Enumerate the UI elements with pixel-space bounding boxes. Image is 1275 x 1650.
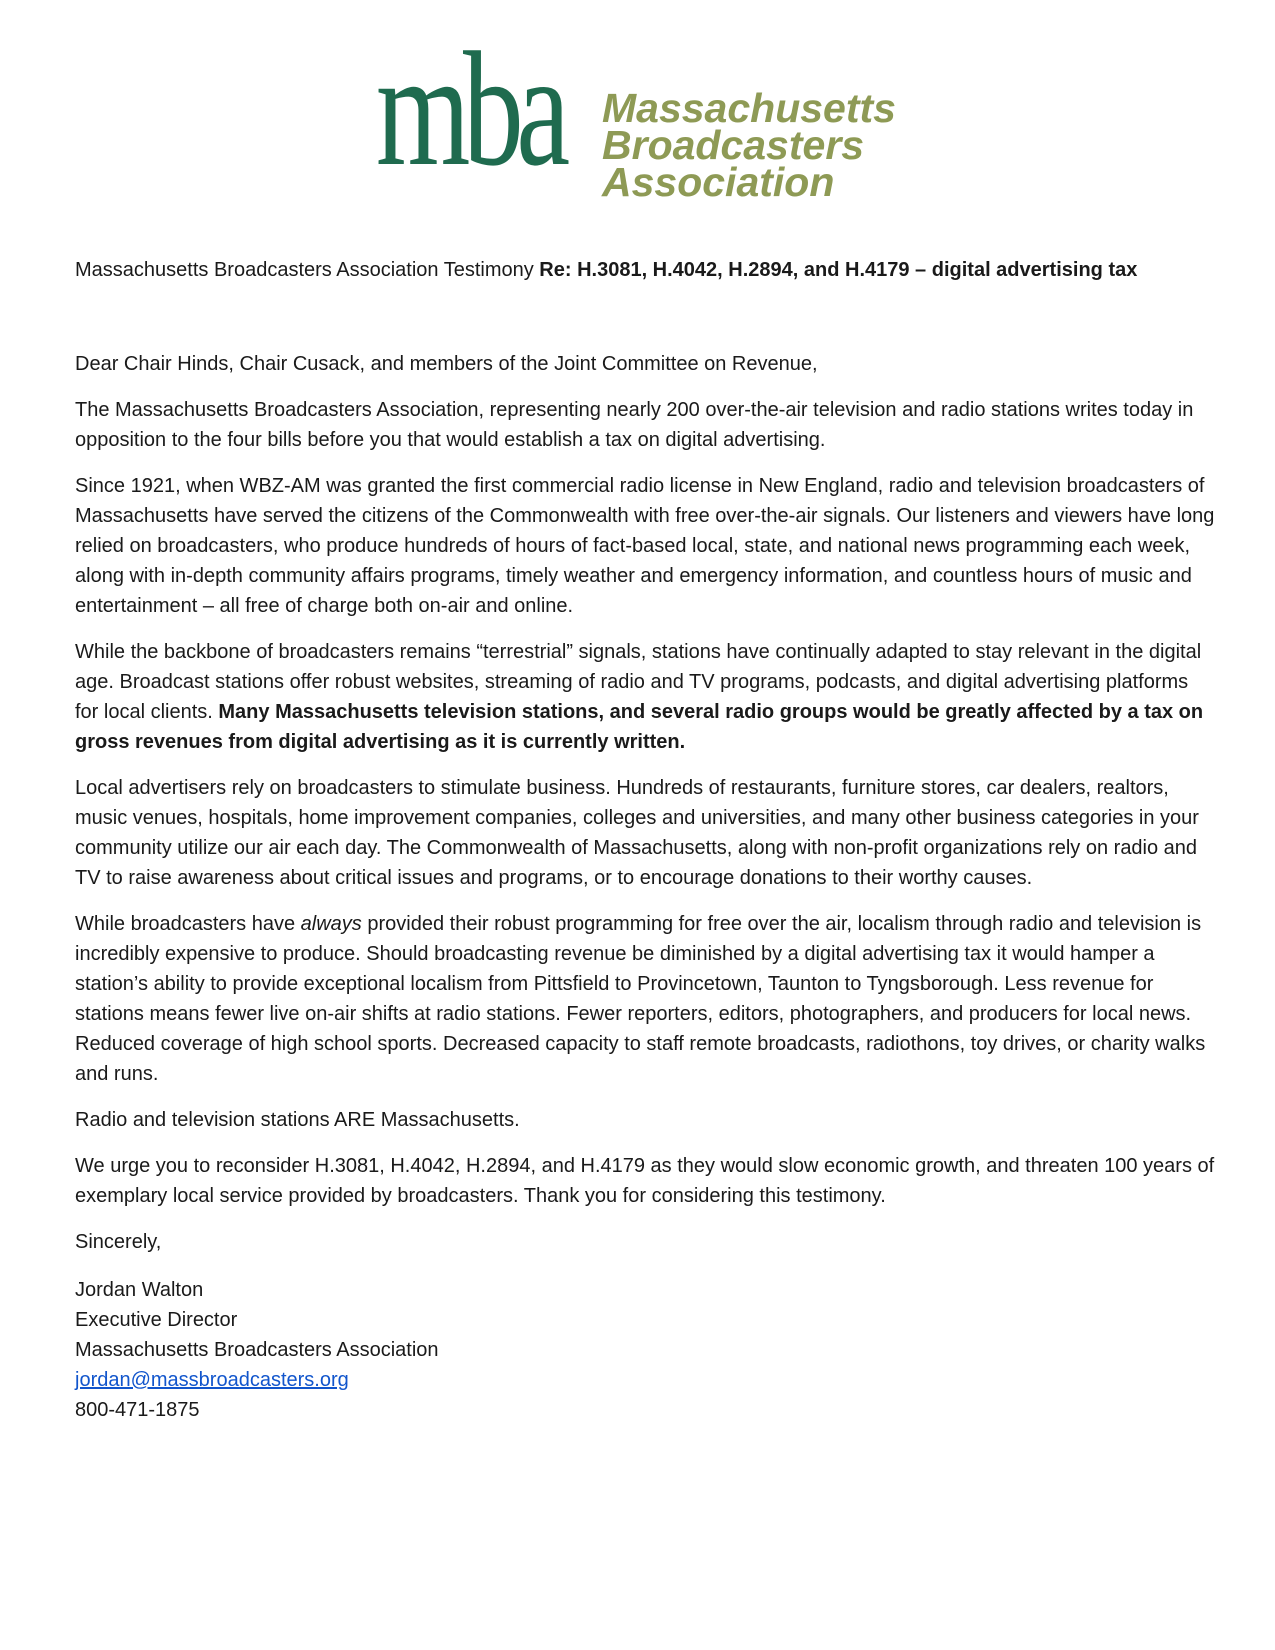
heading-prefix: Massachusetts Broadcasters Association Testimony xyxy=(75,259,540,281)
paragraph-digital-age-emphasis: Many Massachusetts television stations, and several radio groups would be greatly affected by a tax on gross revenues from digital advertising as it is currently written. xyxy=(75,701,1204,753)
signature-email-link[interactable]: jordan@massbroadcasters.org xyxy=(75,1369,349,1391)
logo-wordmark xyxy=(602,85,896,205)
paragraph-history: Since 1921, when WBZ-AM was granted the first commercial radio license in New England, radio and television broadcasters of Massachusetts have served the citizens of the Commonwealth with free over-the-air signals. Our listeners and viewers have long relied on broadcasters, who produce hundreds of hours of fact-based local, state, and national news programming each week, along with in-depth community affairs programs, timely weather and emergency information, and countless hours of music and entertainment – all free of charge both on-air and online. xyxy=(75,475,1215,617)
paragraph-opposition: The Massachusetts Broadcasters Association, representing nearly 200 over-the-air television and radio stations writes today in opposition to the four bills before you that would establish a tax on digital advertising. xyxy=(75,399,1194,451)
salutation: Dear Chair Hinds, Chair Cusack, and members of the Joint Committee on Revenue, xyxy=(75,353,818,375)
logo-name-line-2: Broadcasters xyxy=(602,122,865,168)
paragraph-localism-start: While broadcasters have xyxy=(75,913,301,935)
signature-phone: 800-471-1875 xyxy=(75,1399,200,1421)
letter-body xyxy=(75,255,1215,1425)
paragraph-local-advertisers: Local advertisers rely on broadcasters to stimulate business. Hundreds of restaurants, furniture stores, car dealers, realtors, music venues, hospitals, home improvement companies, colleges and universities, and many other business categories in your community utilize our air each day. The Commonwealth of Massachusetts, along with non-profit organizations rely on radio and TV to raise awareness about critical issues and programs, or to encourage donations to their worthy causes. xyxy=(75,777,1199,889)
paragraph-digital-age xyxy=(75,637,1215,757)
paragraph-urge: We urge you to reconsider H.3081, H.4042, H.2894, and H.4179 as they would slow economic growth, and threaten 100 years of exemplary local service provided by broadcasters. Thank you for considering this testimony. xyxy=(75,1155,1215,1207)
paragraph-localism-italic: always xyxy=(300,913,362,935)
paragraph-stations-are-massachusetts: Radio and television stations ARE Massachusetts. xyxy=(75,1109,520,1131)
testimony-heading xyxy=(75,255,1215,285)
paragraph-localism xyxy=(75,909,1215,1089)
signature-email-line xyxy=(75,1365,1215,1395)
logo-name-line-3: Association xyxy=(602,159,835,205)
paragraph-localism-rest: provided their robust programming for free over the air, localism through radio and television is incredibly expensive to produce. Should broadcasting revenue be diminished by a digital advertising tax it would hamper a station’s ability to provide exceptional localism from Pittsfield to Provincetown, Taunton to Tyngsborough. Less revenue for stations means fewer live on-air shifts at radio stations. Fewer reporters, editors, photographers, and producers for local news. Reduced coverage of high school sports. Decreased capacity to staff remote broadcasts, radiothons, toy drives, or charity walks and runs. xyxy=(75,913,1206,1085)
logo-name-line-1: Massachusetts xyxy=(602,85,896,131)
signature-title: Executive Director xyxy=(75,1309,238,1331)
closing: Sincerely, xyxy=(75,1231,162,1253)
mba-logo xyxy=(376,19,896,218)
logo-mark: mba xyxy=(376,19,563,200)
signature-name: Jordan Walton xyxy=(75,1279,204,1301)
signature-organization: Massachusetts Broadcasters Association xyxy=(75,1339,439,1361)
heading-bills: Re: H.3081, H.4042, H.2894, and H.4179 – digital advertising tax xyxy=(539,259,1138,281)
signature-block xyxy=(75,1275,1215,1425)
paragraph-digital-age-text: While the backbone of broadcasters remains “terrestrial” signals, stations have continually adapted to stay relevant in the digital age. Broadcast stations offer robust websites, streaming of radio and TV programs, podcasts, and digital advertising platforms for local clients. xyxy=(75,641,1202,723)
